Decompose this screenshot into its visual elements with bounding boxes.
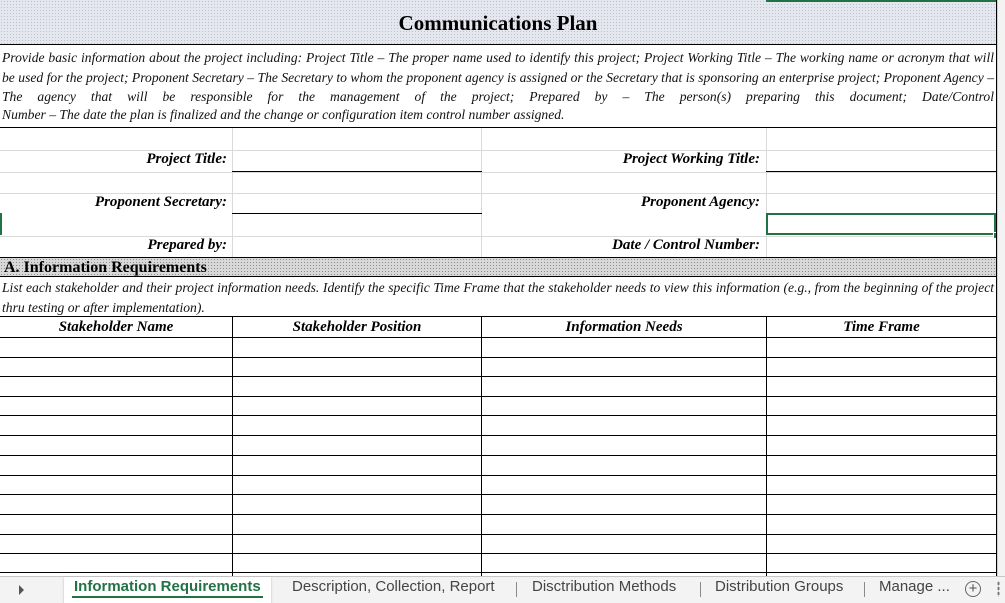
page-title: Communications Plan [398,11,598,35]
tab-disctribution-methods[interactable]: Disctribution Methods [532,578,677,595]
tab-distribution-groups[interactable]: Distribution Groups [715,578,844,595]
plus-circle-icon[interactable]: + [965,581,981,597]
tab-description-collection-report[interactable]: Description, Collection, Report [292,578,495,595]
tab-separator [864,582,865,597]
row-selection-indicator [0,213,2,235]
selected-cell[interactable] [766,213,996,235]
column-header-time-frame: Time Frame [843,319,920,335]
vertical-scrollbar-area[interactable] [997,0,1005,576]
tab-separator [516,582,517,597]
project-title-label: Project Title: [146,151,227,167]
tab-manage[interactable]: Manage ... [879,578,950,595]
tab-separator [700,582,701,597]
date-control-number-label: Date / Control Number: [612,237,760,253]
project-working-title-field[interactable] [767,151,996,171]
vertical-dots-icon[interactable] [997,581,1000,597]
project-working-title-label: Project Working Title: [622,151,760,167]
intro-paragraph: Provide basic information about the project including: Project Title – The proper name used to identify this project; Project Working Title – The working name or acronym that will be used for the project; Proponent Secretary – The Secretary to whom the proponent agency is assigned or the Secretary that is sponsoring an enterprise project; Proponent Agency – The agency that will be responsible for the management of the project; Prepared by – The person(s) preparing this document; Date/Control [2,50,994,105]
intro-paragraph-last-line: Number – The date the plan is finalized and the change or configuration item control number assigned. [2,107,565,122]
triangle-right-icon[interactable] [19,585,24,595]
proponent-agency-label: Proponent Agency: [640,194,760,210]
column-header-stakeholder-name: Stakeholder Name [58,319,174,335]
date-control-number-field[interactable] [767,237,996,256]
proponent-secretary-field[interactable] [233,194,481,213]
column-header-stakeholder-position: Stakeholder Position [292,319,422,335]
column-header-information-needs: Information Needs [565,319,683,335]
proponent-secretary-label: Proponent Secretary: [94,194,227,210]
project-title-field[interactable] [233,151,481,171]
prepared-by-label: Prepared by: [147,237,227,253]
tab-information-requirements[interactable]: Information Requirements [64,577,271,603]
proponent-agency-field[interactable] [767,194,996,213]
section-heading: A. Information Requirements [4,259,207,276]
prepared-by-field[interactable] [233,237,481,256]
sheet-tab-bar [0,576,1005,603]
column-selection-indicator [766,0,996,2]
section-description: List each stakeholder and their project information needs. Identify the specific Time Frame that the stakeholder needs to view this information (e.g., from the beginning of the project thru testing or after implementation). [2,280,994,315]
